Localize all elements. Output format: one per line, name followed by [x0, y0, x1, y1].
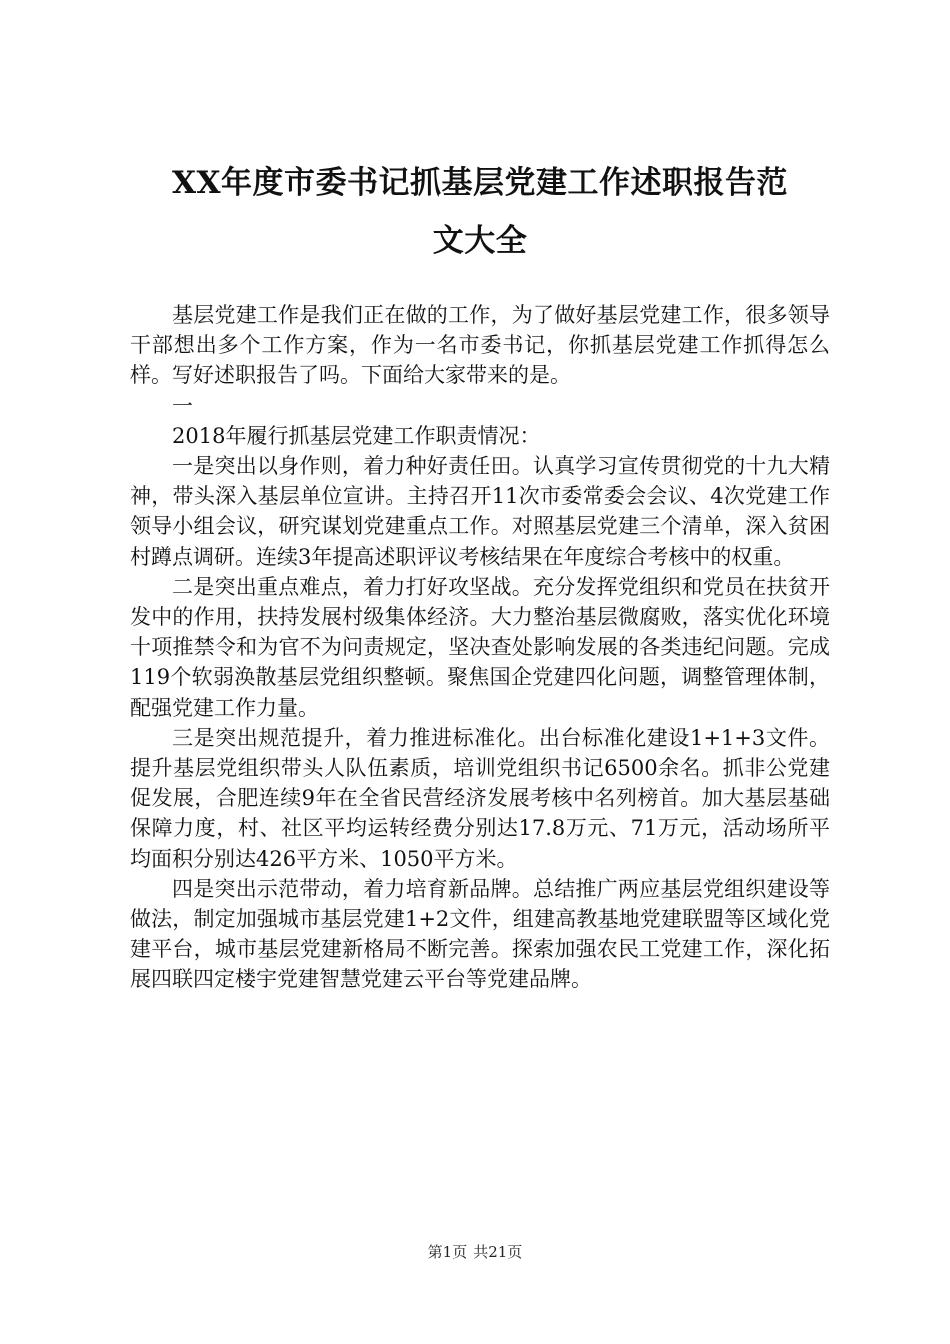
intro-paragraph: 基层党建工作是我们正在做的工作，为了做好基层党建工作，很多领导干部想出多个工作方案，作为一名市委书记，你抓基层党建工作抓得怎么样。写好述职报告了吗。下面给大家带来的是。: [130, 303, 830, 388]
document-title-line-2: 文大全: [432, 223, 528, 259]
document-title-line-1: XX年度市委书记抓基层党建工作述职报告范: [171, 165, 789, 201]
body-paragraph-2: 二是突出重点难点，着力打好攻坚战。充分发挥党组织和党员在扶贫开发中的作用，扶持发展村级集体经济。大力整治基层微腐败，落实优化环境十项推禁令和为官不为问责规定，坚决查处影响发展的各类违纪问题。完成119个软弱涣散基层党组织整顿。聚焦国企党建四化问题，调整管理体制，配强党建工作力量。: [130, 574, 830, 720]
page-footer: [0, 1242, 950, 1262]
document-body: [130, 300, 830, 995]
page-number-total: 共21页: [473, 1243, 523, 1261]
body-paragraph-3: 三是突出规范提升，着力推进标准化。出台标准化建设1+1+3文件。提升基层党组织带头人队伍素质，培训党组织书记6500余名。抓非公党建促发展，合肥连续9年在全省民营经济发展考核中名列榜首。加大基层基础保障力度，村、社区平均运转经费分别达17.8万元、71万元，活动场所平均面积分别达426平方米、1050平方米。: [130, 725, 830, 871]
page-number-current: 第1页: [427, 1243, 468, 1261]
body-paragraph-1: 一是突出以身作则，着力种好责任田。认真学习宣传贯彻党的十九大精神，带头深入基层单位宣讲。主持召开11次市委常委会会议、4次党建工作领导小组会议，研究谋划党建重点工作。对照基层党建三个清单，深入贫困村蹲点调研。连续3年提高述职评议考核结果在年度综合考核中的权重。: [130, 454, 830, 569]
section-number: 一: [172, 393, 193, 418]
body-paragraph-4: 四是突出示范带动，着力培育新品牌。总结推广两应基层党组织建设等做法，制定加强城市基层党建1+2文件，组建高教基地党建联盟等区域化党建平台，城市基层党建新格局不断完善。探索加强农民工党建工作，深化拓展四联四定楼宇党建智慧党建云平台等党建品牌。: [130, 876, 830, 992]
section-heading: 2018年履行抓基层党建工作职责情况：: [172, 423, 541, 448]
